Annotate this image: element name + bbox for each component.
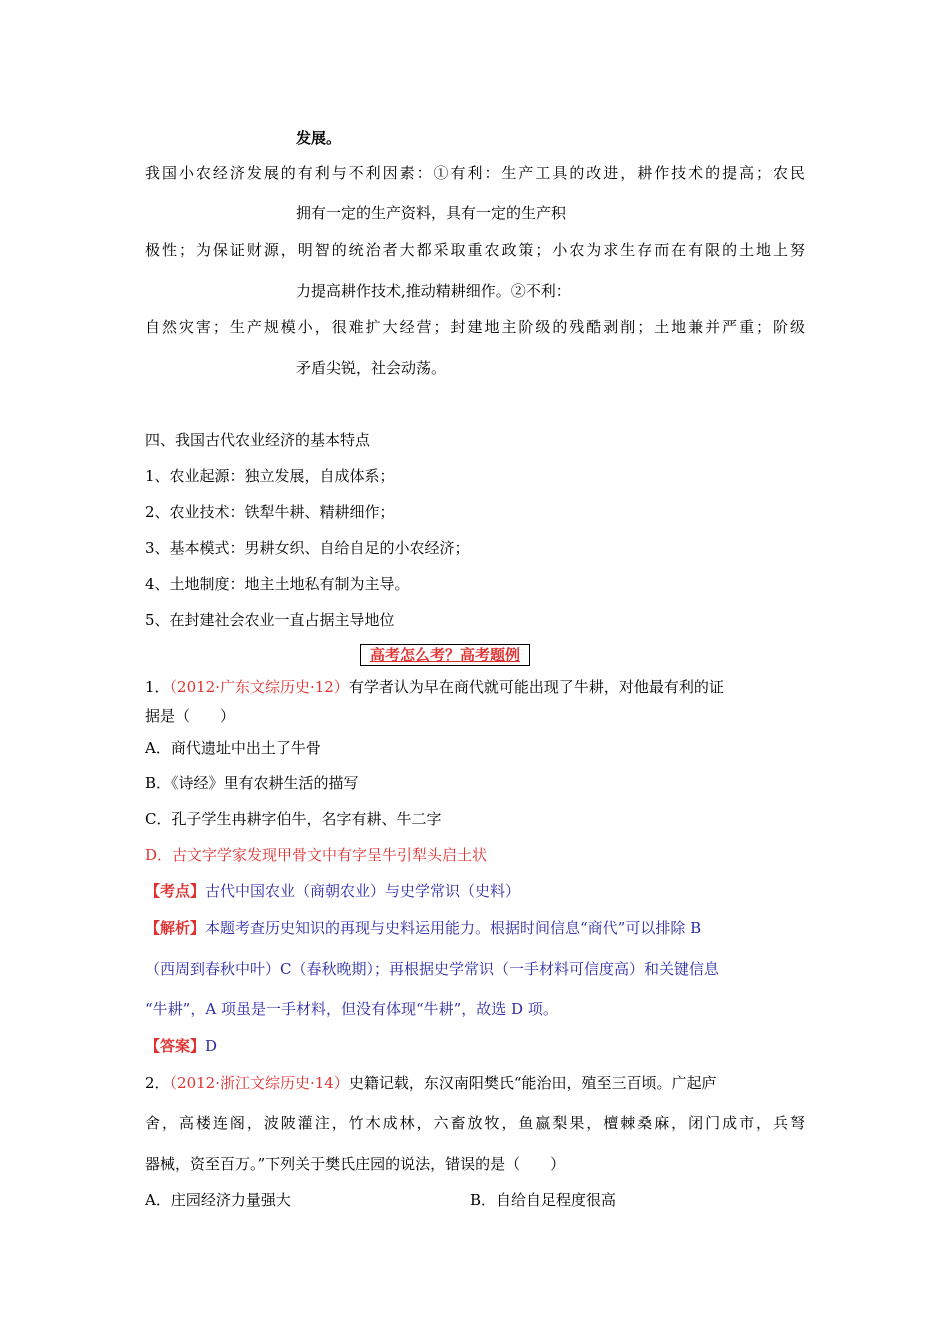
paragraph-line: 拥有一定的生产资料，具有一定的生产积 [296,204,567,222]
section-title: 四、我国古代农业经济的基本特点 [145,431,371,449]
option-a: A．商代遗址中出土了牛骨 [145,739,321,757]
option-c: C．孔子学生冉耕字伯牛，名字有耕、牛二字 [145,810,442,828]
exam-section-header: 高考怎么考？高考题例 [360,644,530,666]
answer-line [145,1039,217,1054]
question-source: （2012·浙江文综历史·14） [169,1074,349,1092]
jiexi-text: （西周到春秋中叶）C（春秋晚期）；再根据史学常识（一手材料可信度高）和关键信息 [145,960,719,978]
jiexi-tag: 【解析】 [145,919,206,937]
jiexi-line [145,921,701,936]
question-number: 1． [145,678,170,696]
paragraph-tail: 发展。 [296,129,342,147]
paragraph-line: 我国小农经济发展的有利与不利因素：①有利：生产工具的改进，耕作技术的提高；农民 [145,164,805,182]
question-text: 据是（ ） [145,707,236,725]
answer-text: D [205,1037,218,1055]
question-number: 2． [145,1074,170,1092]
answer-tag: 【答案】 [145,1037,206,1055]
question-text: 舍，高楼连阁，波陂灌注，竹木成林，六畜放牧，鱼嬴梨果，檀棘桑麻，闭门成市，兵弩 [145,1114,805,1132]
jiexi-text: 本题考查历史知识的再现与史料运用能力。根据时间信息“商代”可以排除 B [205,919,702,937]
list-item: 2、农业技术：铁犁牛耕、精耕细作； [145,503,395,521]
list-item: 5、在封建社会农业一直占据主导地位 [145,611,395,629]
question-text: 有学者认为早在商代就可能出现了牛耕，对他最有利的证 [348,678,724,696]
list-item: 1、农业起源：独立发展，自成体系； [145,467,395,485]
kaodian-line [145,884,520,899]
option-b: B．《诗经》里有农耕生活的描写 [145,774,359,792]
jiexi-text: “牛耕”，A 项虽是一手材料，但没有体现“牛耕”，故选 D 项。 [145,1000,558,1018]
paragraph-line: 极性；为保证财源，明智的统治者大都采取重农政策；小农为求生存而在有限的土地上努 [145,241,805,259]
question-source: （2012·广东文综历史·12） [169,678,349,696]
option-d-correct: D．古文字学家发现甲骨文中有字呈牛引犁头启土状 [145,846,488,864]
list-item: 4、土地制度：地主土地私有制为主导。 [145,575,410,593]
question-1-stem [145,680,724,695]
question-text: 器械，资至百万。”下列关于樊氏庄园的说法，错误的是（ ） [145,1155,566,1173]
paragraph-line: 矛盾尖锐，社会动荡。 [296,359,447,377]
list-item: 3、基本模式：男耕女织、自给自足的小农经济； [145,539,470,557]
paragraph-line: 自然灾害；生产规模小，很难扩大经营；封建地主阶级的残酷剥削；土地兼并严重；阶级 [145,318,805,336]
question-text: 史籍记载，东汉南阳樊氏“能治田，殖至三百顷。广起庐 [348,1074,717,1092]
option-a: A．庄园经济力量强大 [145,1191,291,1209]
kaodian-text: 古代中国农业（商朝农业）与史学常识（史料） [205,882,521,900]
kaodian-tag: 【考点】 [145,882,206,900]
option-b: B．自给自足程度很高 [470,1191,617,1209]
paragraph-line: 力提高耕作技术,推动精耕细作。②不利： [296,282,571,300]
question-2-stem [145,1076,717,1091]
